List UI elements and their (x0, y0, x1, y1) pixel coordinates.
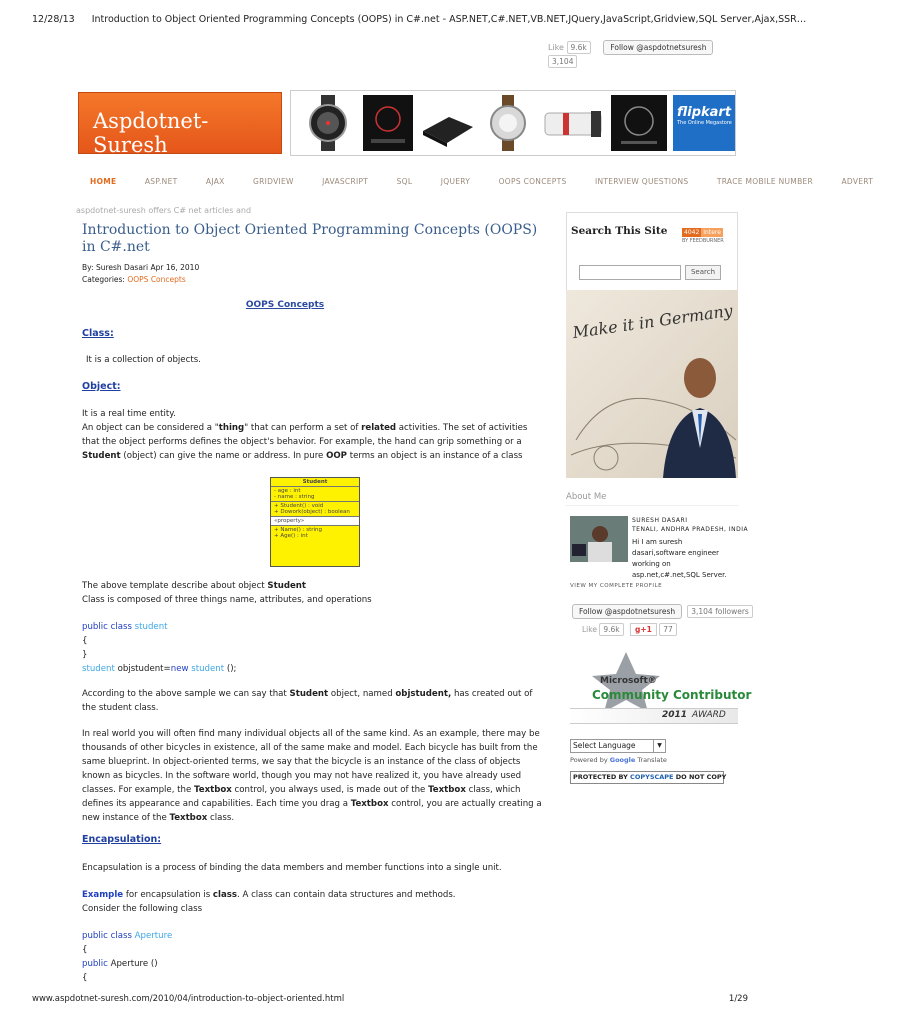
chevron-down-icon: ▼ (653, 740, 665, 752)
social-top (548, 40, 738, 68)
induction-ad-1[interactable] (363, 95, 413, 151)
nav-interview[interactable]: INTERVIEW QUESTIONS (594, 177, 689, 186)
about-me-title: About Me (566, 492, 738, 506)
main-nav (90, 177, 874, 186)
encapsulation-text: Encapsulation is a process of binding the data members and member functions into a single unit. (82, 863, 502, 873)
author-photo[interactable] (570, 516, 628, 562)
mvp-year: 2011 (662, 710, 688, 720)
post-meta (82, 262, 552, 286)
followers-count: 3,104 (548, 55, 577, 68)
nav-aspnet[interactable]: ASP.NET (144, 177, 178, 186)
uml-student-diagram (270, 477, 360, 567)
watch-icon (483, 95, 533, 151)
class-text: It is a collection of objects. (86, 355, 201, 365)
mvp-award: AWARD (692, 710, 726, 720)
person-photo-icon (658, 348, 738, 478)
flipkart-ad[interactable] (673, 95, 735, 151)
watch-icon (301, 95, 355, 151)
nav-sql[interactable]: SQL (396, 177, 413, 186)
flipkart-text: flipkart (677, 105, 732, 120)
cooktop-icon (611, 95, 667, 151)
encapsulation-heading: Encapsulation: (82, 834, 162, 845)
footer-url: www.aspdotnet-suresh.com/2010/04/introduction-to-object-oriented.html (32, 994, 345, 1004)
footer-page: 1/29 (728, 994, 748, 1004)
like-count: 9.6k (567, 41, 591, 54)
logo-text: Aspdotnet-Suresh (93, 109, 209, 157)
print-date: 12/28/13 (32, 14, 75, 25)
nav-advert[interactable]: ADVERT (841, 177, 874, 186)
sidebar-follow-button[interactable]: Follow @aspdotnetsuresh (572, 604, 682, 619)
mvp-year-bar (570, 708, 738, 724)
uml-properties: + Name() : string + Age() : int (274, 527, 323, 539)
nav-home[interactable]: HOME (90, 177, 117, 186)
uml-class-name: Student (271, 478, 359, 487)
search-input[interactable] (579, 265, 681, 280)
object-text (82, 407, 544, 463)
mvp-award-badge (570, 650, 752, 734)
object-p1: It is a real time entity. (82, 409, 176, 419)
categories-label: Categories: (82, 275, 128, 284)
copyscape-badge[interactable]: PROTECTED BY COPYSCAPE DO NOT COPY (570, 771, 724, 784)
sample-text: According to the above sample we can say that Student object, named objstudent, has created out of the student class. (82, 689, 533, 713)
cooktop-icon (363, 95, 413, 151)
site-logo[interactable] (78, 92, 282, 157)
watch-ad-2[interactable] (483, 95, 533, 151)
post-title: Introduction to Object Oriented Programming Concepts (OOPS) in C#.net (82, 222, 538, 255)
cooktop-icon (419, 95, 475, 151)
nav-gridview[interactable]: GRIDVIEW (252, 177, 294, 186)
example-text: Example for encapsulation is class. A class can contain data structures and methods. Consider the following class (82, 890, 456, 914)
feed-sub: BY FEEDBURNER (682, 238, 724, 244)
ad-strip[interactable] (290, 90, 736, 156)
faint-overlap-text: aspdotnet-suresh offers C# net articles and (76, 206, 252, 215)
ad-text: Make it in Germany (571, 300, 734, 343)
nav-jquery[interactable]: JQUERY (440, 177, 471, 186)
search-button[interactable]: Search (685, 265, 721, 280)
search-title: Search This Site (571, 225, 668, 237)
code-block-student: public class student { } student objstudent=new student (); (82, 622, 237, 674)
sidebar-followers-count: 3,104 followers (687, 605, 753, 618)
sidebar-follow (572, 599, 749, 619)
induction-ad-3[interactable] (611, 95, 667, 151)
print-title: Introduction to Object Oriented Programming Concepts (OOPS) in C#.net - ASP.NET,C#.NET,VB.NET,JQuery,JavaScript,Gridview,SQL Server,Ajax,SSR… (91, 14, 807, 25)
author-info (632, 516, 749, 581)
mvp-title: Community Contributor (592, 688, 752, 702)
feed-label: Intere (703, 229, 721, 236)
induction-ad-2[interactable] (419, 95, 475, 151)
follow-label: Follow @aspdotnetsuresh (610, 43, 707, 52)
post-byline: By: Suresh Dasari Apr 16, 2010 (82, 263, 200, 272)
feedburner-badge[interactable] (682, 219, 739, 244)
nav-trace-mobile[interactable]: TRACE MOBILE NUMBER (716, 177, 814, 186)
nav-javascript[interactable]: JAVASCRIPT (322, 177, 369, 186)
print-footer (32, 994, 748, 1004)
sidebar-social (582, 623, 677, 636)
template-text: The above template describe about object Student Class is composed of three things name, attributes, and operations (82, 581, 372, 605)
class-heading: Class: (82, 328, 114, 339)
object-heading: Object: (82, 381, 121, 392)
lens-ad[interactable] (541, 95, 605, 151)
watch-ad-1[interactable] (301, 95, 355, 151)
author-bio: Hi I am suresh dasari,software engineer working on asp.net,c#.net,SQL Server. (632, 538, 727, 579)
real-world-text: In real world you will often find many individual objects all of the same kind. As an example, there may be thousands of other bicycles in existence, all of the same make and model. Each bicycle has built from the same blueprint. In object-oriented terms, we say that the bicycle is an instance of the class of objects known as bicycles. In the software world, though you may not have realized it, you have already used classes. For example, the Textbox control, you always used, is made out of the Textbox class, which defines its appearance and capabilities. Each time you drag a Textbox control, you are actually creating a new instance of the Textbox class. (82, 729, 542, 823)
uml-attributes: - age : int - name : string (271, 487, 359, 502)
nav-oops[interactable]: OOPS CONCEPTS (498, 177, 567, 186)
author-avatar-icon (570, 516, 628, 562)
author-location: TENALI, ANDHRA PRADESH, INDIA (632, 526, 749, 533)
sidebar-like-count: 9.6k (599, 623, 623, 636)
gplus-count: 77 (659, 623, 677, 636)
uml-property-label: «property» (271, 517, 359, 526)
flipkart-sub: The Online Megastore (677, 120, 732, 126)
sidebar-like-label[interactable]: Like (582, 625, 597, 634)
uml-methods: + Student() : void + Dowork(object) : boolean (271, 502, 359, 517)
language-select-value: Select Language (573, 741, 636, 750)
powered-by-translate: Powered by Google Translate (570, 756, 667, 764)
germany-ad-banner[interactable] (566, 290, 738, 478)
gplus-button[interactable]: g+1 (630, 623, 657, 636)
search-widget (566, 212, 738, 292)
sidebar (566, 212, 738, 292)
section-title: OOPS Concepts (245, 300, 325, 310)
like-label: Like (548, 43, 564, 52)
print-header (32, 14, 807, 25)
feed-count: 4042 (684, 229, 700, 236)
language-select[interactable] (570, 739, 666, 753)
author-name[interactable]: SURESH DASARI (632, 517, 688, 524)
object-p2: An object can be considered a "thing" that can perform a set of related activities. The set of activities that the object performs defines the object's behavior. For example, the hand can grip something or a Student (object) can give the name or address. In pure OOP terms an object is an instance of a class (82, 423, 528, 461)
mvp-microsoft: Microsoft® (600, 676, 657, 686)
nav-ajax[interactable]: AJAX (205, 177, 225, 186)
profile-link[interactable]: VIEW MY COMPLETE PROFILE (570, 583, 663, 589)
code-block-aperture: public class Aperture { public Aperture () { (82, 931, 173, 983)
post-content (82, 222, 552, 286)
follow-button[interactable] (603, 40, 713, 55)
category-link[interactable]: OOPS Concepts (127, 275, 186, 284)
camera-lens-icon (541, 95, 605, 151)
